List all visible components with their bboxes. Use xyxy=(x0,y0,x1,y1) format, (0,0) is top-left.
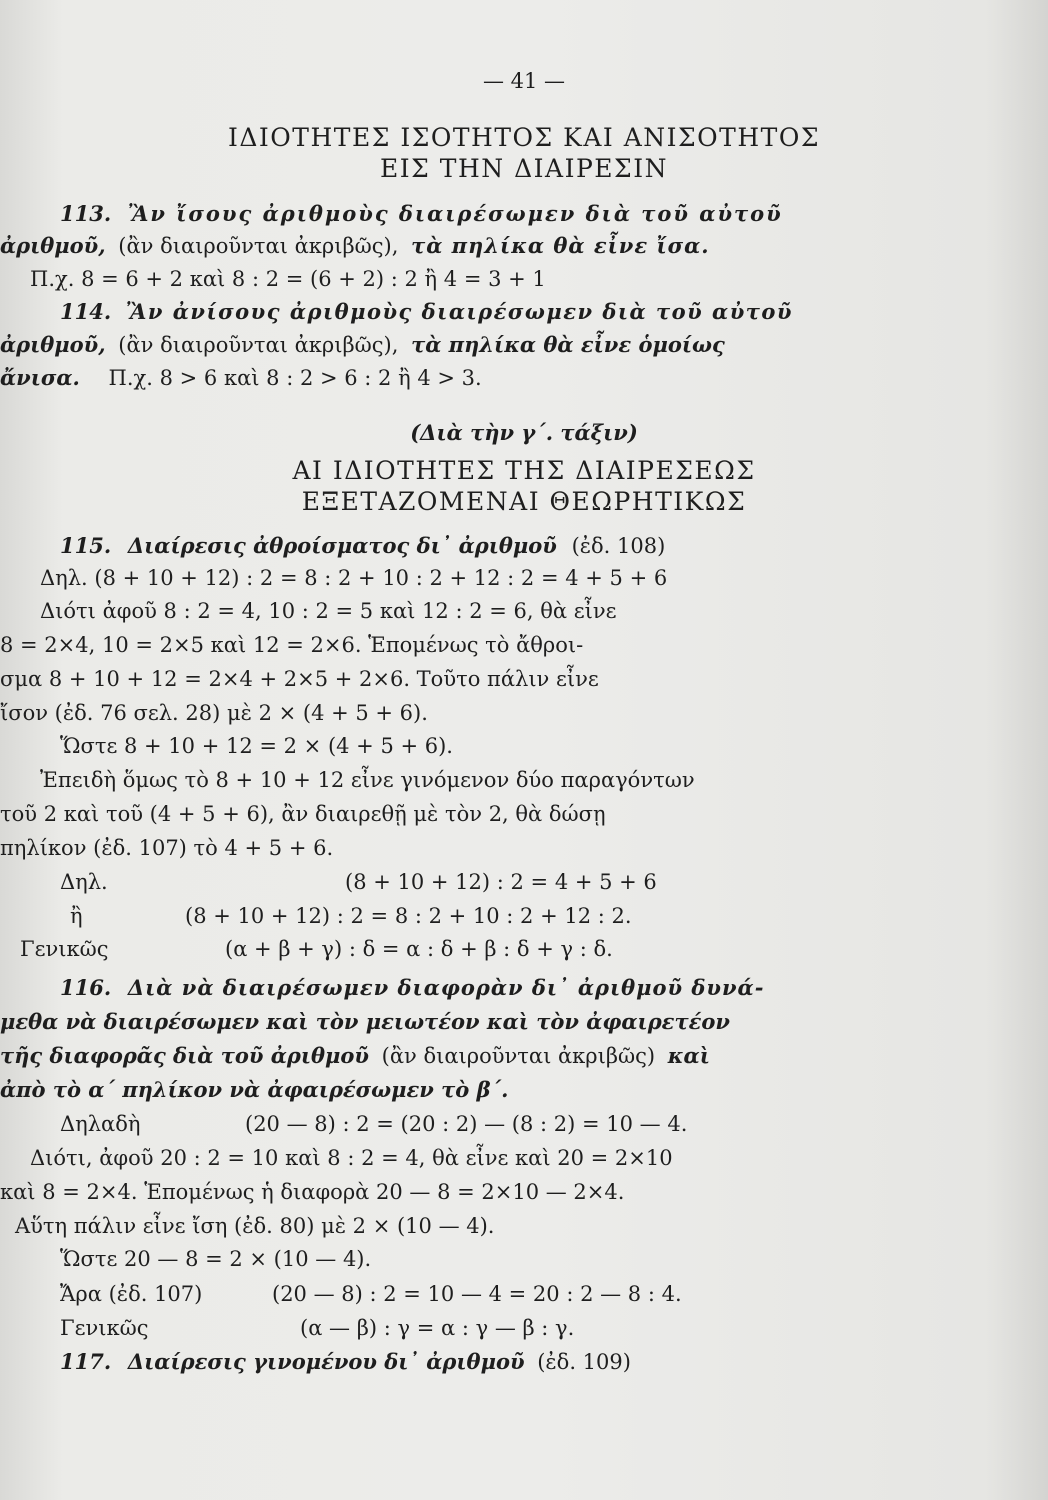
page-number: — 41 — xyxy=(482,69,566,93)
class-subtitle: (Διὰ τὴν γ΄. τάξιν) xyxy=(410,420,638,445)
theory-heading-line-1: ΑΙ ΙΔΙΟΤΗΤΕΣ ΤΗΣ ΔΙΑΙΡΕΣΕΩΣ xyxy=(292,456,756,485)
paragraph-115-line: τοῦ 2 καὶ τοῦ (4 + 5 + 6), ἂν διαιρεθῇ μὲ τὸν 2, θὰ δώσῃ xyxy=(0,802,606,826)
conclusion-label: Ἄρα (ἐδ. 107) xyxy=(60,1282,203,1306)
general-label: Γενικῶς xyxy=(20,937,109,961)
paragraph-116-line-1: 116. Διὰ νὰ διαιρέσωμεν διαφορὰν δι᾿ ἀριθμοῦ δυνά- xyxy=(60,975,765,1000)
paragraph-114-line-3: ἄνισα. Π.χ. 8 > 6 καὶ 8 : 2 > 6 : 2 ἢ 4 > 3. xyxy=(0,365,482,390)
example-equation: (8 + 10 + 12) : 2 = 4 + 5 + 6 xyxy=(345,870,657,894)
section-heading-line-2: ΕΙΣ ΤΗΝ ΔΙΑΙΡΕΣΙΝ xyxy=(380,154,668,183)
paragraph-115-title: 115. Διαίρεσις ἀθροίσματος δι᾿ ἀριθμοῦ (ἐδ. 108) xyxy=(60,533,666,558)
paragraph-117-title: 117. Διαίρεσις γινομένου δι᾿ ἀριθμοῦ (ἐδ. 109) xyxy=(60,1349,631,1374)
general-label: Γενικῶς xyxy=(60,1316,149,1340)
general-formula: (α + β + γ) : δ = α : δ + β : δ + γ : δ. xyxy=(225,937,613,961)
paragraph-113-line-2: ἀριθμοῦ, (ἂν διαιροῦνται ἀκριβῶς), τὰ πηλίκα θὰ εἶνε ἴσα. xyxy=(0,233,710,258)
paragraph-114-line-2: ἀριθμοῦ, (ἂν διαιροῦνται ἀκριβῶς), τὰ πηλίκα θὰ εἶνε ὁμοίως xyxy=(0,332,725,357)
paragraph-115-line: Ἐπειδὴ ὅμως τὸ 8 + 10 + 12 εἶνε γινόμενον δύο παραγόντων xyxy=(40,768,695,792)
general-formula: (α — β) : γ = α : γ — β : γ. xyxy=(300,1316,575,1340)
example-label: Δηλαδὴ xyxy=(60,1112,141,1136)
paragraph-115-line: πηλίκον (ἐδ. 107) τὸ 4 + 5 + 6. xyxy=(0,836,334,860)
paragraph-116-line-4: ἀπὸ τὸ α΄ πηλίκον νὰ ἀφαιρέσωμεν τὸ β΄. xyxy=(0,1077,509,1102)
paragraph-115-line: 8 = 2×4, 10 = 2×5 καὶ 12 = 2×6. Ἑπομένως τὸ ἄθροι- xyxy=(0,633,584,657)
paragraph-116-line-2: μεθα νὰ διαιρέσωμεν καὶ τὸν μειωτέον καὶ τὸν ἀφαιρετέον xyxy=(0,1009,730,1034)
paragraph-116-line: Ὥστε 20 — 8 = 2 × (10 — 4). xyxy=(60,1247,372,1271)
paragraph-116-line-3: τῆς διαφορᾶς διὰ τοῦ ἀριθμοῦ (ἂν διαιροῦνται ἀκριβῶς) καὶ xyxy=(0,1043,710,1068)
alternative-equation: (8 + 10 + 12) : 2 = 8 : 2 + 10 : 2 + 12 : 2. xyxy=(185,904,632,928)
paragraph-114-line-1: 114. Ἂν ἀνίσους ἀριθμοὺς διαιρέσωμεν διὰ τοῦ αὐτοῦ xyxy=(60,299,793,324)
theory-heading-line-2: ΕΞΕΤΑΖΟΜΕΝΑΙ ΘΕΩΡΗΤΙΚΩΣ xyxy=(301,487,747,516)
paragraph-116-line: καὶ 8 = 2×4. Ἑπομένως ἡ διαφορὰ 20 — 8 = 2×10 — 2×4. xyxy=(0,1180,625,1204)
example-equation: (20 — 8) : 2 = (20 : 2) — (8 : 2) = 10 — 4. xyxy=(245,1112,688,1136)
paragraph-116-line: Διότι, ἀφοῦ 20 : 2 = 10 καὶ 8 : 2 = 4, θὰ εἶνε καὶ 20 = 2×10 xyxy=(30,1146,673,1170)
alternative-label: ἢ xyxy=(70,904,83,928)
conclusion-equation: (20 — 8) : 2 = 10 — 4 = 20 : 2 — 8 : 4. xyxy=(272,1282,682,1306)
paragraph-115-line: σμα 8 + 10 + 12 = 2×4 + 2×5 + 2×6. Τοῦτο πάλιν εἶνε xyxy=(0,667,599,691)
paragraph-116-line: Αὕτη πάλιν εἶνε ἴση (ἐδ. 80) μὲ 2 × (10 — 4). xyxy=(15,1214,495,1238)
paragraph-number: 113. xyxy=(60,201,112,226)
paragraph-113-line-1 xyxy=(60,201,783,227)
paragraph-115-line: ἴσον (ἐδ. 76 σελ. 28) μὲ 2 × (4 + 5 + 6). xyxy=(0,701,428,725)
paragraph-text: Ἂν ἴσους ἀριθμοὺς διαιρέσωμεν διὰ τοῦ αὐτοῦ xyxy=(127,201,783,226)
section-heading-line-1: ΙΔΙΟΤΗΤΕΣ ΙΣΟΤΗΤΟΣ ΚΑΙ ΑΝΙΣΟΤΗΤΟΣ xyxy=(228,123,820,152)
paragraph-115-line: Ὥστε 8 + 10 + 12 = 2 × (4 + 5 + 6). xyxy=(60,734,453,758)
paragraph-113-example: Π.χ. 8 = 6 + 2 καὶ 8 : 2 = (6 + 2) : 2 ἢ 4 = 3 + 1 xyxy=(30,267,546,291)
paragraph-115-line: Διότι ἀφοῦ 8 : 2 = 4, 10 : 2 = 5 καὶ 12 : 2 = 6, θὰ εἶνε xyxy=(40,599,617,623)
paragraph-115-line: Δηλ. (8 + 10 + 12) : 2 = 8 : 2 + 10 : 2 + 12 : 2 = 4 + 5 + 6 xyxy=(40,566,668,590)
example-label: Δηλ. xyxy=(60,870,108,894)
